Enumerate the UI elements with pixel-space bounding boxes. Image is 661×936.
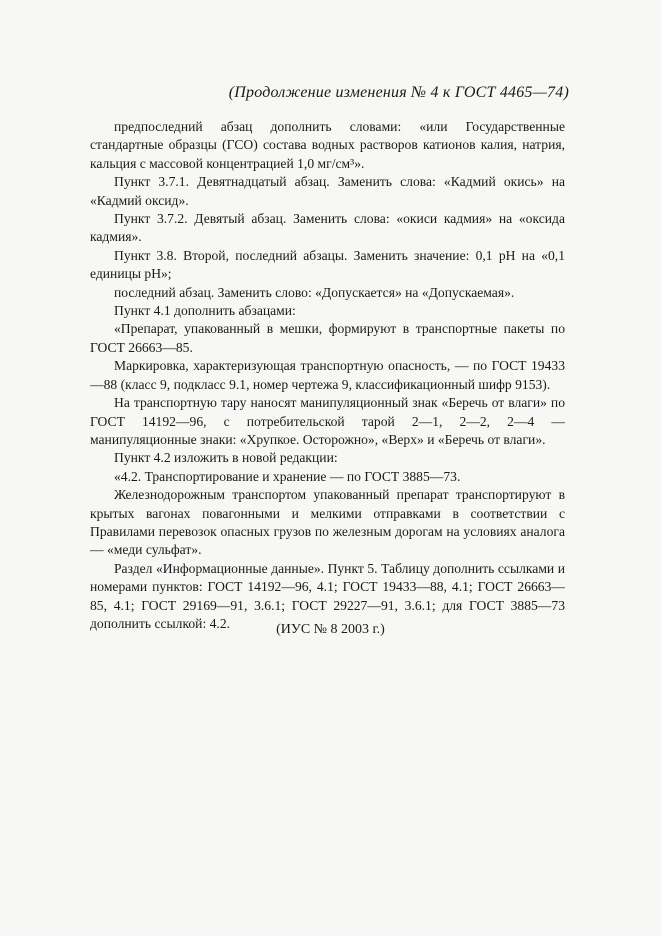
paragraph: последний абзац. Заменить слово: «Допускается» на «Допускаемая».: [114, 284, 515, 300]
continuation-header: (Продолжение изменения № 4 к ГОСТ 4465—74): [228, 84, 569, 101]
paragraph: Пункт 3.7.2. Девятый абзац. Заменить слова: «окиси кадмия» на «оксида кадмия».: [90, 211, 565, 245]
paragraph: На транспортную тару наносят манипуляционный знак «Беречь от влаги» по ГОСТ 14192—96, с потребительской тарой 2—1, 2—2, 2—4 — манипуляционные знаки: «Хрупкое. Осторожно», «Верх» и «Беречь от влаги».: [90, 395, 565, 447]
paragraph: Пункт 3.8. Второй, последний абзацы. Заменить значение: 0,1 pH на «0,1 единицы pH»;: [90, 247, 565, 282]
amendment-body: [90, 118, 565, 633]
source-footer: (ИУС № 8 2003 г.): [276, 622, 385, 637]
paragraph: Пункт 3.7.1. Девятнадцатый абзац. Заменить слова: «Кадмий окись» на «Кадмий оксид».: [90, 174, 565, 208]
paragraph: Раздел «Информационные данные». Пункт 5. Таблицу дополнить ссылками и номерами пунктов: ГОСТ 14192—96, 4.1; ГОСТ 19433—88, 4.1; ГОСТ 26663—85, 4.1; ГОСТ 29169—91, 3.6.1; ГОСТ 29227—91, 3.6.1; для ГОСТ 3885—73 дополнить ссылкой: 4.2.: [90, 560, 565, 631]
paragraph: Железнодорожным транспортом упакованный препарат транспортируют в крытых вагонах повагонными и мелкими отправками в соответствии с Правилами перевозок опасных грузов по железным дорогам на условиях аналога — «меди сульфат».: [90, 487, 565, 558]
paragraph: предпоследний абзац дополнить словами: «или Государственные стандартные образцы (ГСО) состава водных растворов катионов калия, натрия, кальция с массовой концентрацией 1,0 мг/см³».: [90, 119, 565, 171]
paragraph: Маркировка, характеризующая транспортную опасность, — по ГОСТ 19433—88 (класс 9, подкласс 9.1, номер чертежа 9, классификационный шифр 9153).: [90, 358, 565, 392]
paragraph: «Препарат, упакованный в мешки, формируют в транспортные пакеты по ГОСТ 26663—85.: [90, 321, 565, 355]
paragraph: Пункт 4.2 изложить в новой редакции:: [114, 450, 338, 466]
paragraph: Пункт 4.1 дополнить абзацами:: [114, 303, 296, 319]
paragraph: «4.2. Транспортирование и хранение — по ГОСТ 3885—73.: [114, 468, 461, 484]
